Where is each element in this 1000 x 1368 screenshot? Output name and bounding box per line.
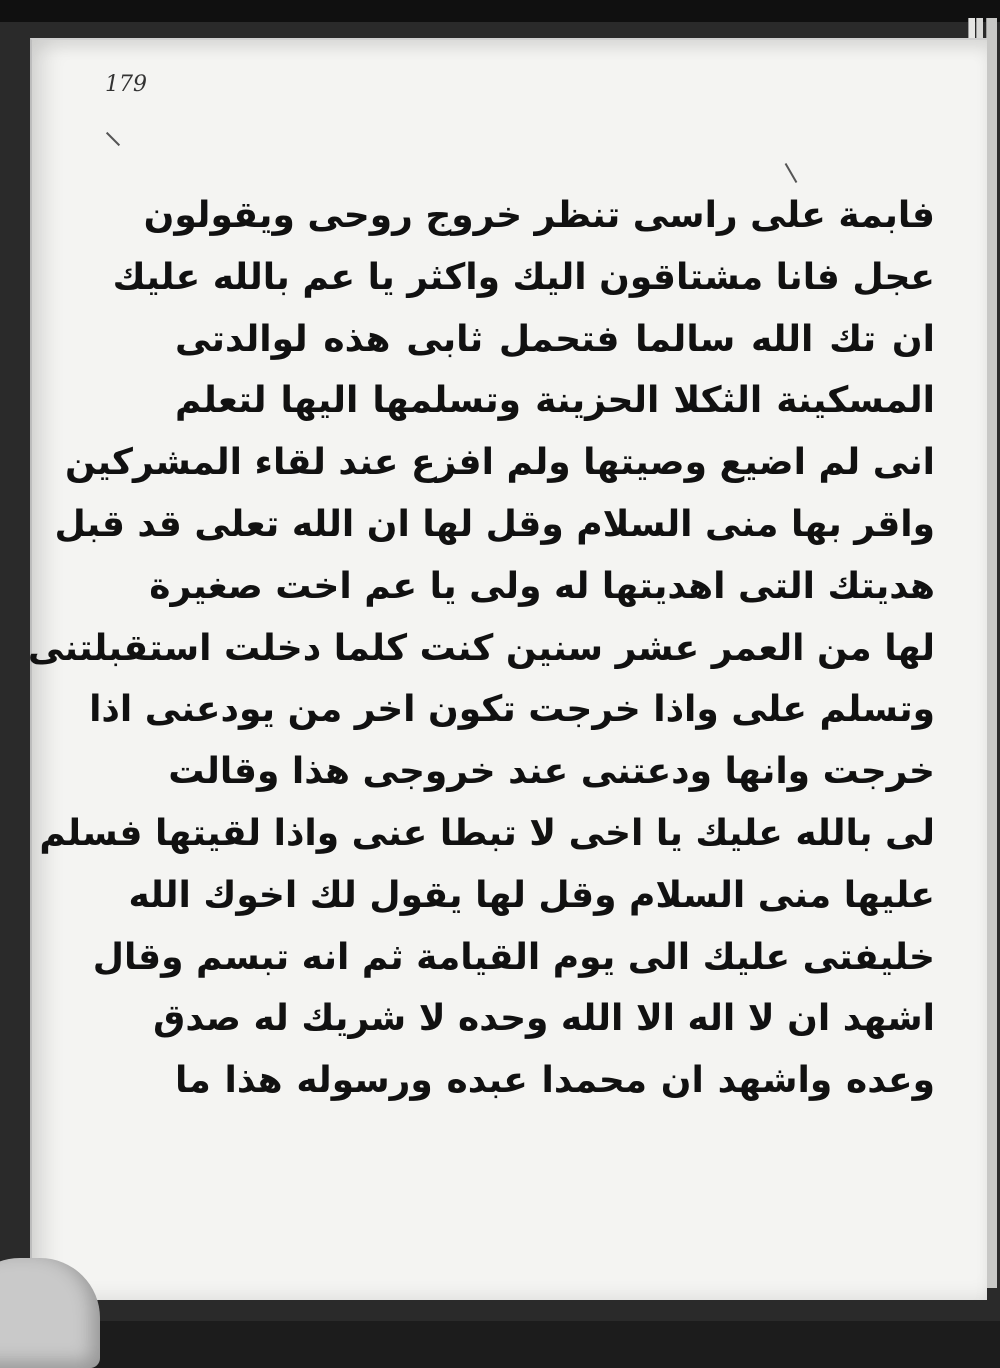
- text-line: خليفتى عليك الى يوم القيامة ثم انه تبسم وقال: [92, 936, 935, 978]
- text-line: انى لم اضيع وصيتها ولم افزع عند لقاء المشركين: [64, 442, 935, 484]
- page-edge: [986, 18, 997, 1288]
- text-line: فابمة على راسى تنظر خروج روحى ويقولون: [143, 195, 935, 236]
- text-line: ان تك الله سالما فتحمل ثابى هذه لوالدتى: [175, 318, 935, 360]
- ink-mark: [106, 132, 120, 146]
- text-line: واقر بها منى السلام وقل لها ان الله تعلى قد قبل: [54, 503, 935, 545]
- scan-border: [0, 0, 1000, 22]
- text-line: خرجت وانها ودعتنى عند خروجى هذا وقالت: [168, 751, 935, 793]
- text-line: هديتك التى اهديتها له ولى يا عم اخت صغيرة: [149, 565, 935, 607]
- arabic-text-block: [27, 185, 935, 1175]
- text-line: وعده واشهد ان محمدا عبده ورسوله هذا ما: [175, 1060, 935, 1102]
- text-line: المسكينة الثكلا الحزينة وتسلمها اليها لتعلم: [175, 380, 935, 422]
- ink-mark: [785, 163, 798, 183]
- text-line: عجل فانا مشتاقون اليك واكثر يا عم بالله عليك: [112, 256, 935, 298]
- folio-number: 179: [105, 72, 147, 97]
- text-line: اشهد ان لا اله الا الله وحده لا شريك له صدق: [153, 998, 935, 1040]
- text-line: عليها منى السلام وقل لها يقول لك اخوك الله: [128, 874, 935, 916]
- text-line: لها من العمر عشر سنين كنت كلما دخلت استقبلتنى: [27, 627, 935, 669]
- text-line: وتسلم على واذا خرجت تكون اخر من يودعنى اذا: [89, 689, 935, 731]
- text-line: لى بالله عليك يا اخى لا تبطا عنى واذا لقيتها فسلم: [39, 812, 935, 854]
